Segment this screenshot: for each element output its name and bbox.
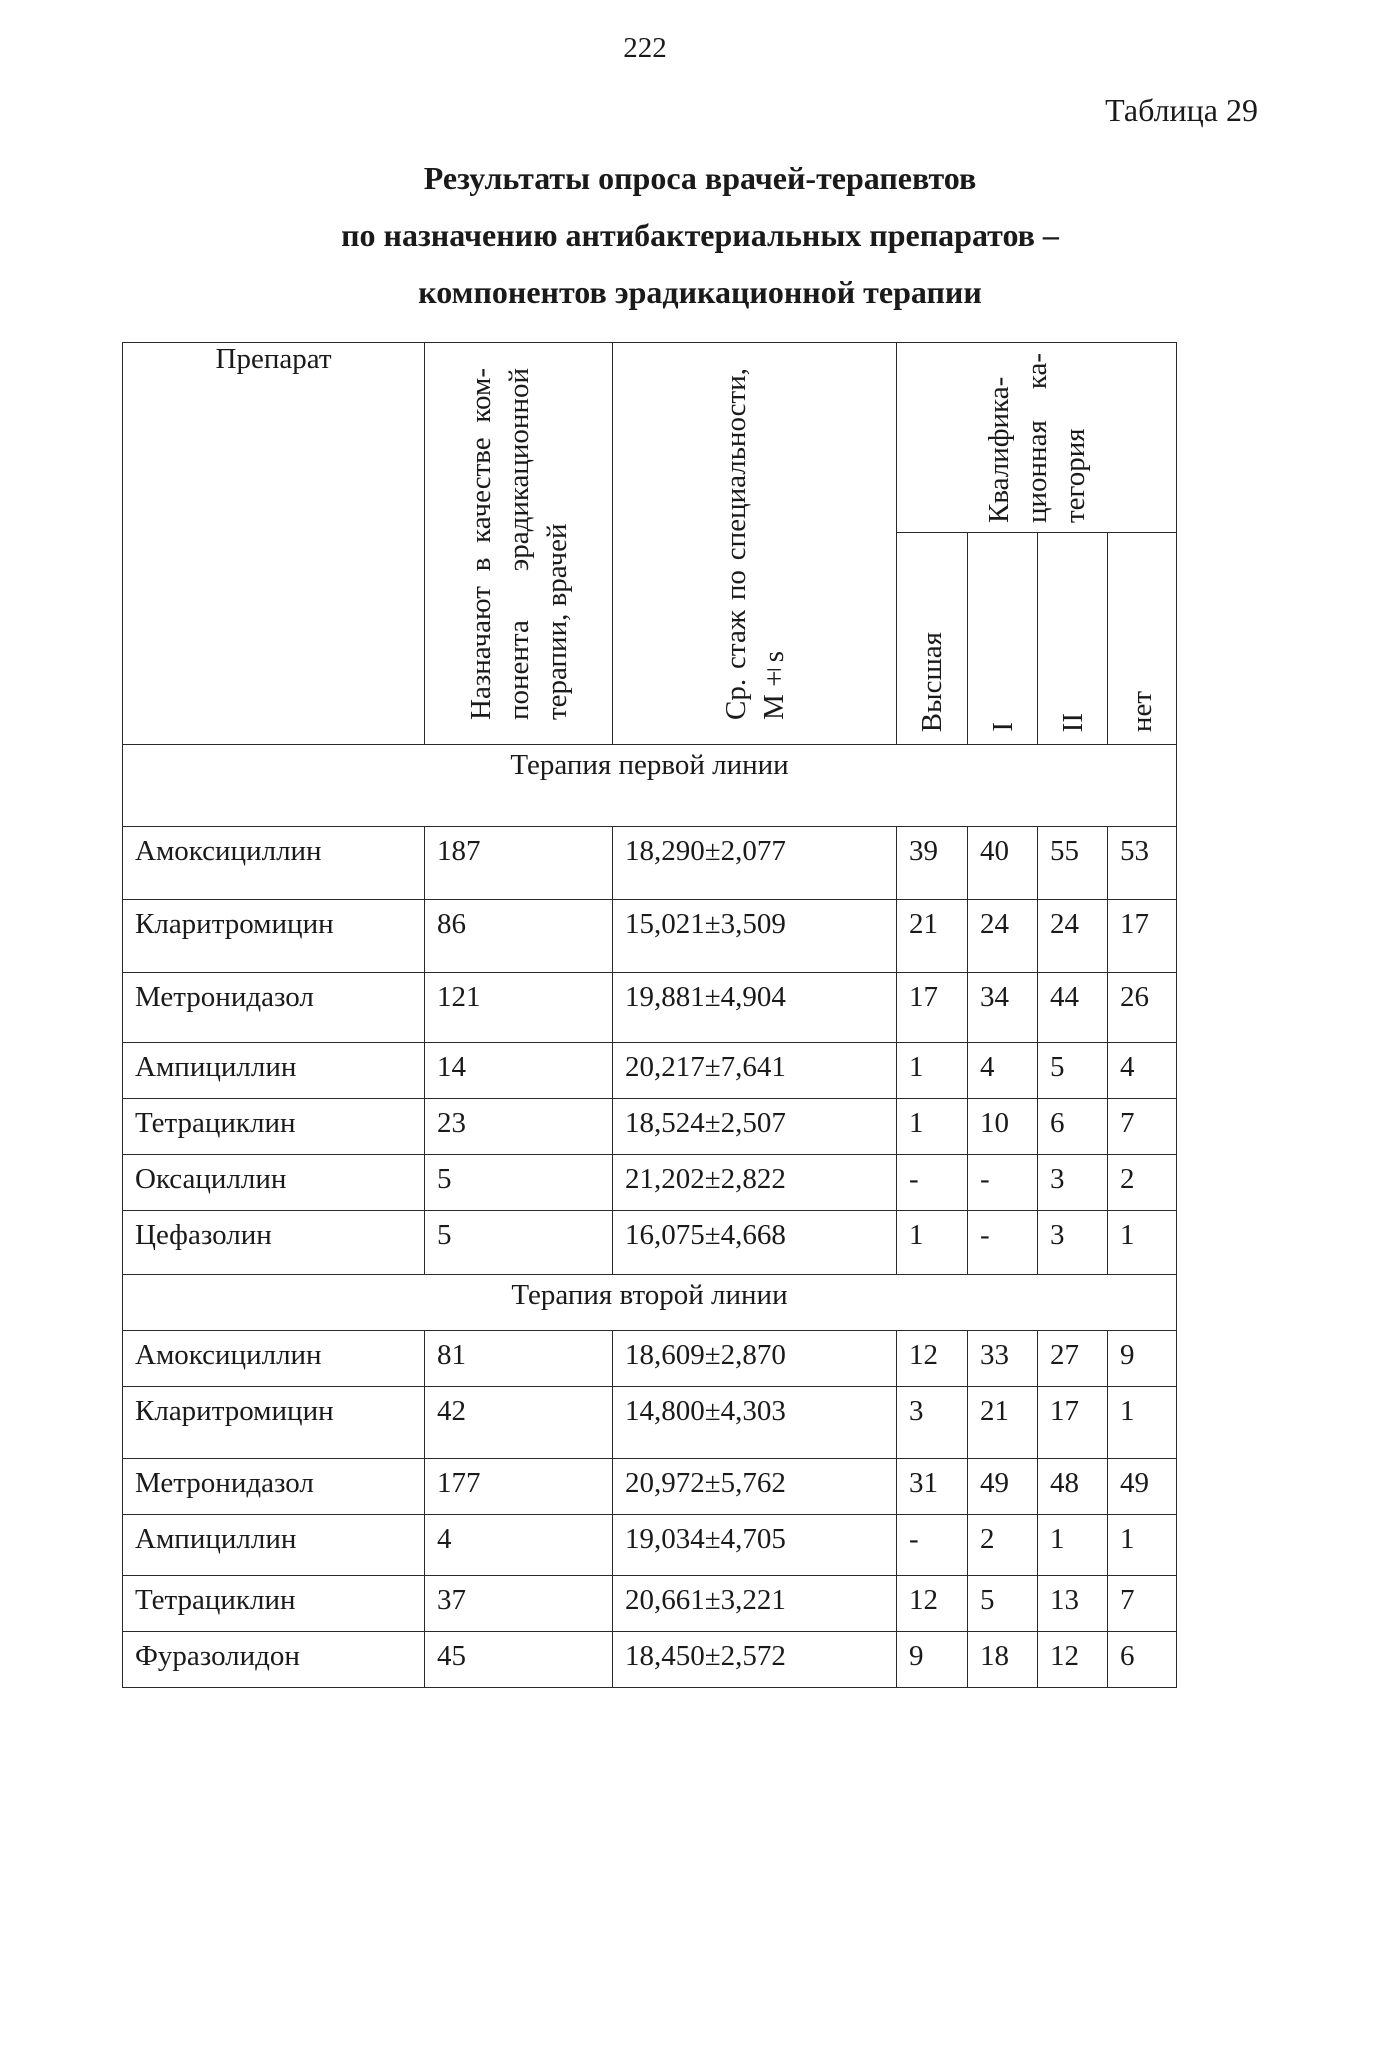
cat-2-value: 12	[1038, 1632, 1108, 1688]
experience-value: 20,661±3,221	[613, 1576, 897, 1632]
prescribe-count: 14	[425, 1043, 613, 1099]
experience-value: 15,021±3,509	[613, 900, 897, 973]
experience-value: 18,524±2,507	[613, 1099, 897, 1155]
experience-value: 18,609±2,870	[613, 1331, 897, 1387]
cat-none-value: 6	[1108, 1632, 1177, 1688]
cat-1-value: 34	[968, 973, 1038, 1043]
prescribe-count: 5	[425, 1211, 613, 1275]
prescribe-count: 37	[425, 1576, 613, 1632]
cat-high-value: -	[897, 1515, 968, 1576]
experience-value: 20,972±5,762	[613, 1459, 897, 1515]
table-row	[123, 900, 1177, 973]
cat-none-value: 17	[1108, 900, 1177, 973]
cat-1-value: 40	[968, 827, 1038, 900]
drug-name: Фуразолидон	[123, 1632, 425, 1688]
cat-high-value: 1	[897, 1099, 968, 1155]
cat-high-value: 1	[897, 1043, 968, 1099]
header-drug: Препарат	[123, 343, 425, 745]
experience-value: 16,075±4,668	[613, 1211, 897, 1275]
header-cat-none-text: нет	[1126, 690, 1158, 732]
table-row	[123, 1459, 1177, 1515]
header-cat-none	[1108, 533, 1177, 745]
prescribe-count: 81	[425, 1331, 613, 1387]
cat-high-value: 39	[897, 827, 968, 900]
drug-name: Тетрациклин	[123, 1576, 425, 1632]
experience-value: 21,202±2,822	[613, 1155, 897, 1211]
cat-1-value: 33	[968, 1331, 1038, 1387]
prescribe-count: 5	[425, 1155, 613, 1211]
table-title	[0, 150, 1378, 321]
prescribe-count: 45	[425, 1632, 613, 1688]
cat-2-value: 3	[1038, 1211, 1108, 1275]
cat-none-value: 2	[1108, 1155, 1177, 1211]
prescribe-count: 23	[425, 1099, 613, 1155]
table-row	[123, 1515, 1177, 1576]
cat-2-value: 55	[1038, 827, 1108, 900]
table-label: Таблица 29	[1105, 92, 1258, 128]
table-row	[123, 827, 1177, 900]
cat-1-value: 2	[968, 1515, 1038, 1576]
section-title: Терапия первой линии	[123, 745, 1177, 827]
cat-1-value: 10	[968, 1099, 1038, 1155]
header-prescribe-text: Назначают в качестве ком-понента эрадикационной терапии, врачей	[464, 367, 573, 720]
cat-none-value: 7	[1108, 1576, 1177, 1632]
survey-table	[122, 342, 1177, 1688]
cat-1-value: 21	[968, 1387, 1038, 1459]
title-line: по назначению антибактериальных препаратов –	[341, 217, 1059, 253]
drug-name: Метронидазол	[123, 973, 425, 1043]
cat-2-value: 44	[1038, 973, 1108, 1043]
experience-value: 18,450±2,572	[613, 1632, 897, 1688]
cat-2-value: 6	[1038, 1099, 1108, 1155]
cat-none-value: 7	[1108, 1099, 1177, 1155]
cat-1-value: 4	[968, 1043, 1038, 1099]
drug-name: Цефазолин	[123, 1211, 425, 1275]
cat-1-value: 24	[968, 900, 1038, 973]
table-row	[123, 973, 1177, 1043]
cat-none-value: 4	[1108, 1043, 1177, 1099]
cat-high-value: -	[897, 1155, 968, 1211]
drug-name: Кларитромицин	[123, 900, 425, 973]
header-prescribe	[425, 343, 613, 745]
header-experience-text: Ср. стаж по специальности, M±s	[719, 367, 790, 720]
cat-high-value: 12	[897, 1331, 968, 1387]
cat-none-value: 1	[1108, 1211, 1177, 1275]
cat-2-value: 3	[1038, 1155, 1108, 1211]
table-row	[123, 1155, 1177, 1211]
experience-value: 18,290±2,077	[613, 827, 897, 900]
table-row	[123, 1387, 1177, 1459]
drug-name: Метронидазол	[123, 1459, 425, 1515]
cat-none-value: 49	[1108, 1459, 1177, 1515]
cat-none-value: 9	[1108, 1331, 1177, 1387]
table-row	[123, 1043, 1177, 1099]
cat-2-value: 5	[1038, 1043, 1108, 1099]
cat-1-value: 49	[968, 1459, 1038, 1515]
table-row	[123, 1331, 1177, 1387]
title-line: Результаты опроса врачей-терапевтов	[423, 160, 977, 196]
prescribe-count: 4	[425, 1515, 613, 1576]
cat-none-value: 1	[1108, 1515, 1177, 1576]
cat-none-value: 1	[1108, 1387, 1177, 1459]
cat-2-value: 1	[1038, 1515, 1108, 1576]
prescribe-count: 121	[425, 973, 613, 1043]
experience-value: 19,881±4,904	[613, 973, 897, 1043]
section-title: Терапия второй линии	[123, 1275, 1177, 1331]
cat-high-value: 9	[897, 1632, 968, 1688]
page-number: 222	[623, 32, 667, 64]
table-row	[123, 1576, 1177, 1632]
drug-name: Кларитромицин	[123, 1387, 425, 1459]
title-line: компонентов эрадикационной терапии	[418, 274, 982, 310]
cat-1-value: 18	[968, 1632, 1038, 1688]
cat-high-value: 12	[897, 1576, 968, 1632]
table-row	[123, 1632, 1177, 1688]
drug-name: Амоксициллин	[123, 827, 425, 900]
table-body	[123, 745, 1177, 1688]
cat-2-value: 13	[1038, 1576, 1108, 1632]
cat-2-value: 24	[1038, 900, 1108, 973]
prescribe-count: 177	[425, 1459, 613, 1515]
header-cat-2-text: II	[1056, 712, 1089, 732]
experience-value: 19,034±4,705	[613, 1515, 897, 1576]
header-cat-high	[897, 533, 968, 745]
prescribe-count: 42	[425, 1387, 613, 1459]
cat-2-value: 27	[1038, 1331, 1108, 1387]
header-cat-2	[1038, 533, 1108, 745]
drug-name: Амоксициллин	[123, 1331, 425, 1387]
drug-name: Ампициллин	[123, 1043, 425, 1099]
prescribe-count: 86	[425, 900, 613, 973]
header-cat-high-text: Высшая	[916, 631, 948, 732]
drug-name: Тетрациклин	[123, 1099, 425, 1155]
experience-value: 20,217±7,641	[613, 1043, 897, 1099]
cat-1-value: -	[968, 1211, 1038, 1275]
drug-name: Ампициллин	[123, 1515, 425, 1576]
cat-1-value: -	[968, 1155, 1038, 1211]
cat-2-value: 17	[1038, 1387, 1108, 1459]
header-category	[897, 343, 1177, 533]
table-row	[123, 1099, 1177, 1155]
cat-high-value: 17	[897, 973, 968, 1043]
cat-high-value: 21	[897, 900, 968, 973]
cat-none-value: 53	[1108, 827, 1177, 900]
header-category-text: Квалифика-ционная ка-тегория	[982, 352, 1091, 523]
table-row	[123, 1211, 1177, 1275]
header-experience	[613, 343, 897, 745]
cat-high-value: 31	[897, 1459, 968, 1515]
cat-high-value: 3	[897, 1387, 968, 1459]
experience-value: 14,800±4,303	[613, 1387, 897, 1459]
cat-none-value: 26	[1108, 973, 1177, 1043]
header-cat-1-text: I	[986, 722, 1019, 732]
prescribe-count: 187	[425, 827, 613, 900]
cat-1-value: 5	[968, 1576, 1038, 1632]
drug-name: Оксациллин	[123, 1155, 425, 1211]
header-cat-1	[968, 533, 1038, 745]
cat-2-value: 48	[1038, 1459, 1108, 1515]
cat-high-value: 1	[897, 1211, 968, 1275]
